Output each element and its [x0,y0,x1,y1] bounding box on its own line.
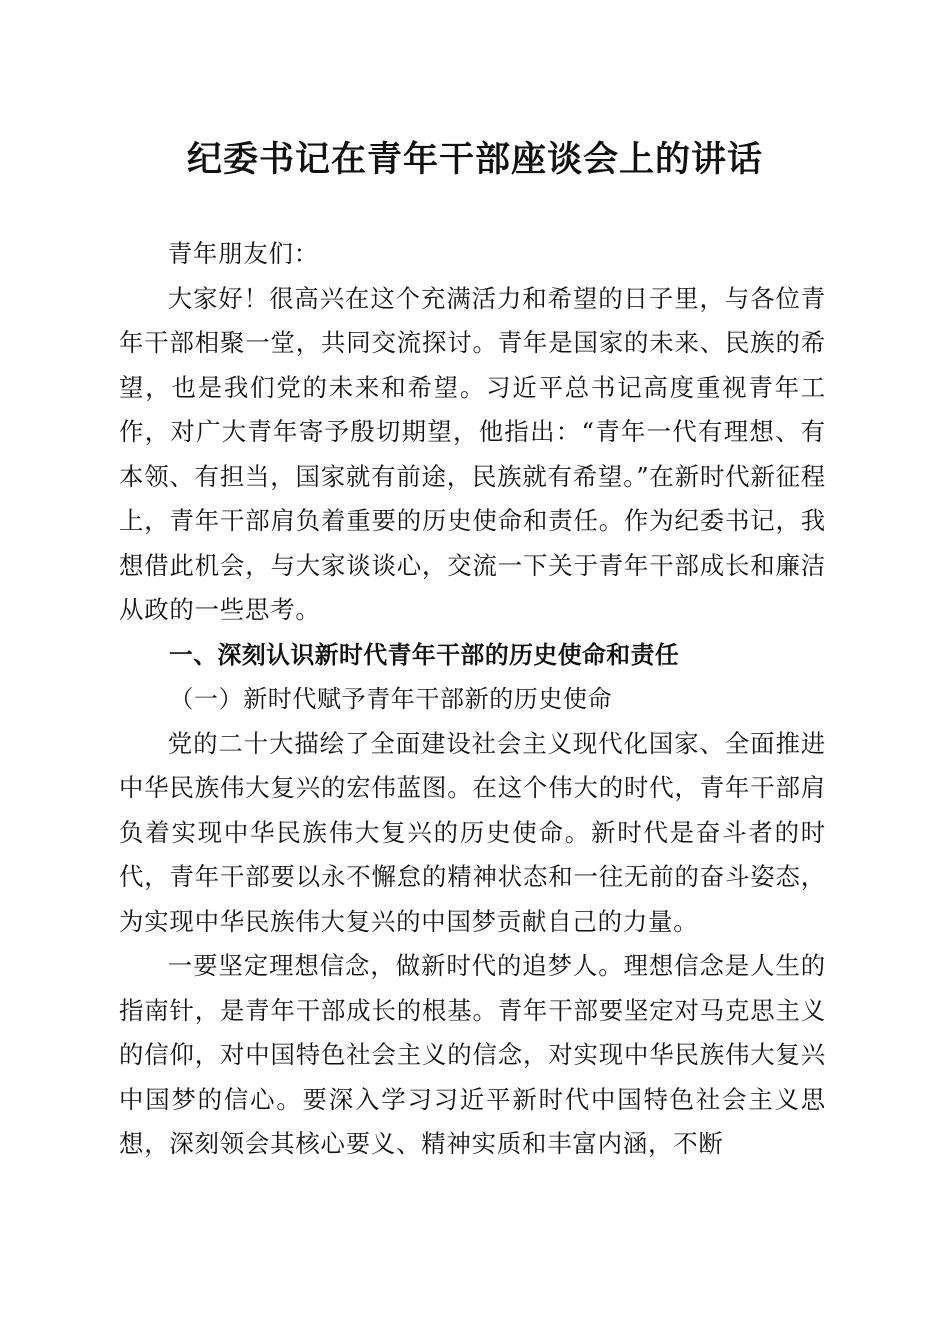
subsection-heading: （一）新时代赋予青年干部新的历史使命 [169,685,613,713]
section-heading: 一、深刻认识新时代青年干部的历史使命和责任 [168,640,680,669]
greeting: 青年朋友们： [167,239,319,268]
body-paragraph-1: 党的二十大描绘了全面建设社会主义现代化国家、全面推进中华民族伟大复兴的宏伟蓝图。在这个伟大的时代，青年干部肩负着实现中华民族伟大复兴的历史使命。新时代是奋斗者的时代，青年干部要以永不懈怠的精神状态和一往无前的奋斗姿态，为实现中华民族伟大复兴的中国梦贡献自己的力量。 [119,728,826,936]
body-paragraph-2: 一要坚定理想信念，做新时代的追梦人。理想信念是人生的指南针，是青年干部成长的根基。青年干部要坚定对马克思主义的信仰，对中国特色社会主义的信念，对实现中华民族伟大复兴中国梦的信心。要深入学习习近平新时代中国特色社会主义思想，深刻领会其核心要义、精神实质和丰富内涵，不断 [119,951,826,1158]
intro-paragraph: 大家好！很高兴在这个充满活力和希望的日子里，与各位青年干部相聚一堂，共同交流探讨。青年是国家的未来、民族的希望，也是我们党的未来和希望。习近平总书记高度重视青年工作，对广大青年寄予殷切期望，他指出：“青年一代有理想、有本领、有担当，国家就有前途，民族就有希望。”在新时代新征程上，青年干部肩负着重要的历史使命和责任。作为纪委书记，我想借此机会，与大家谈谈心，交流一下关于青年干部成长和廉洁从政的一些思考。 [119,283,826,624]
document-body [119,232,826,1167]
document-title: 纪委书记在青年干部座谈会上的讲话 [186,140,763,180]
